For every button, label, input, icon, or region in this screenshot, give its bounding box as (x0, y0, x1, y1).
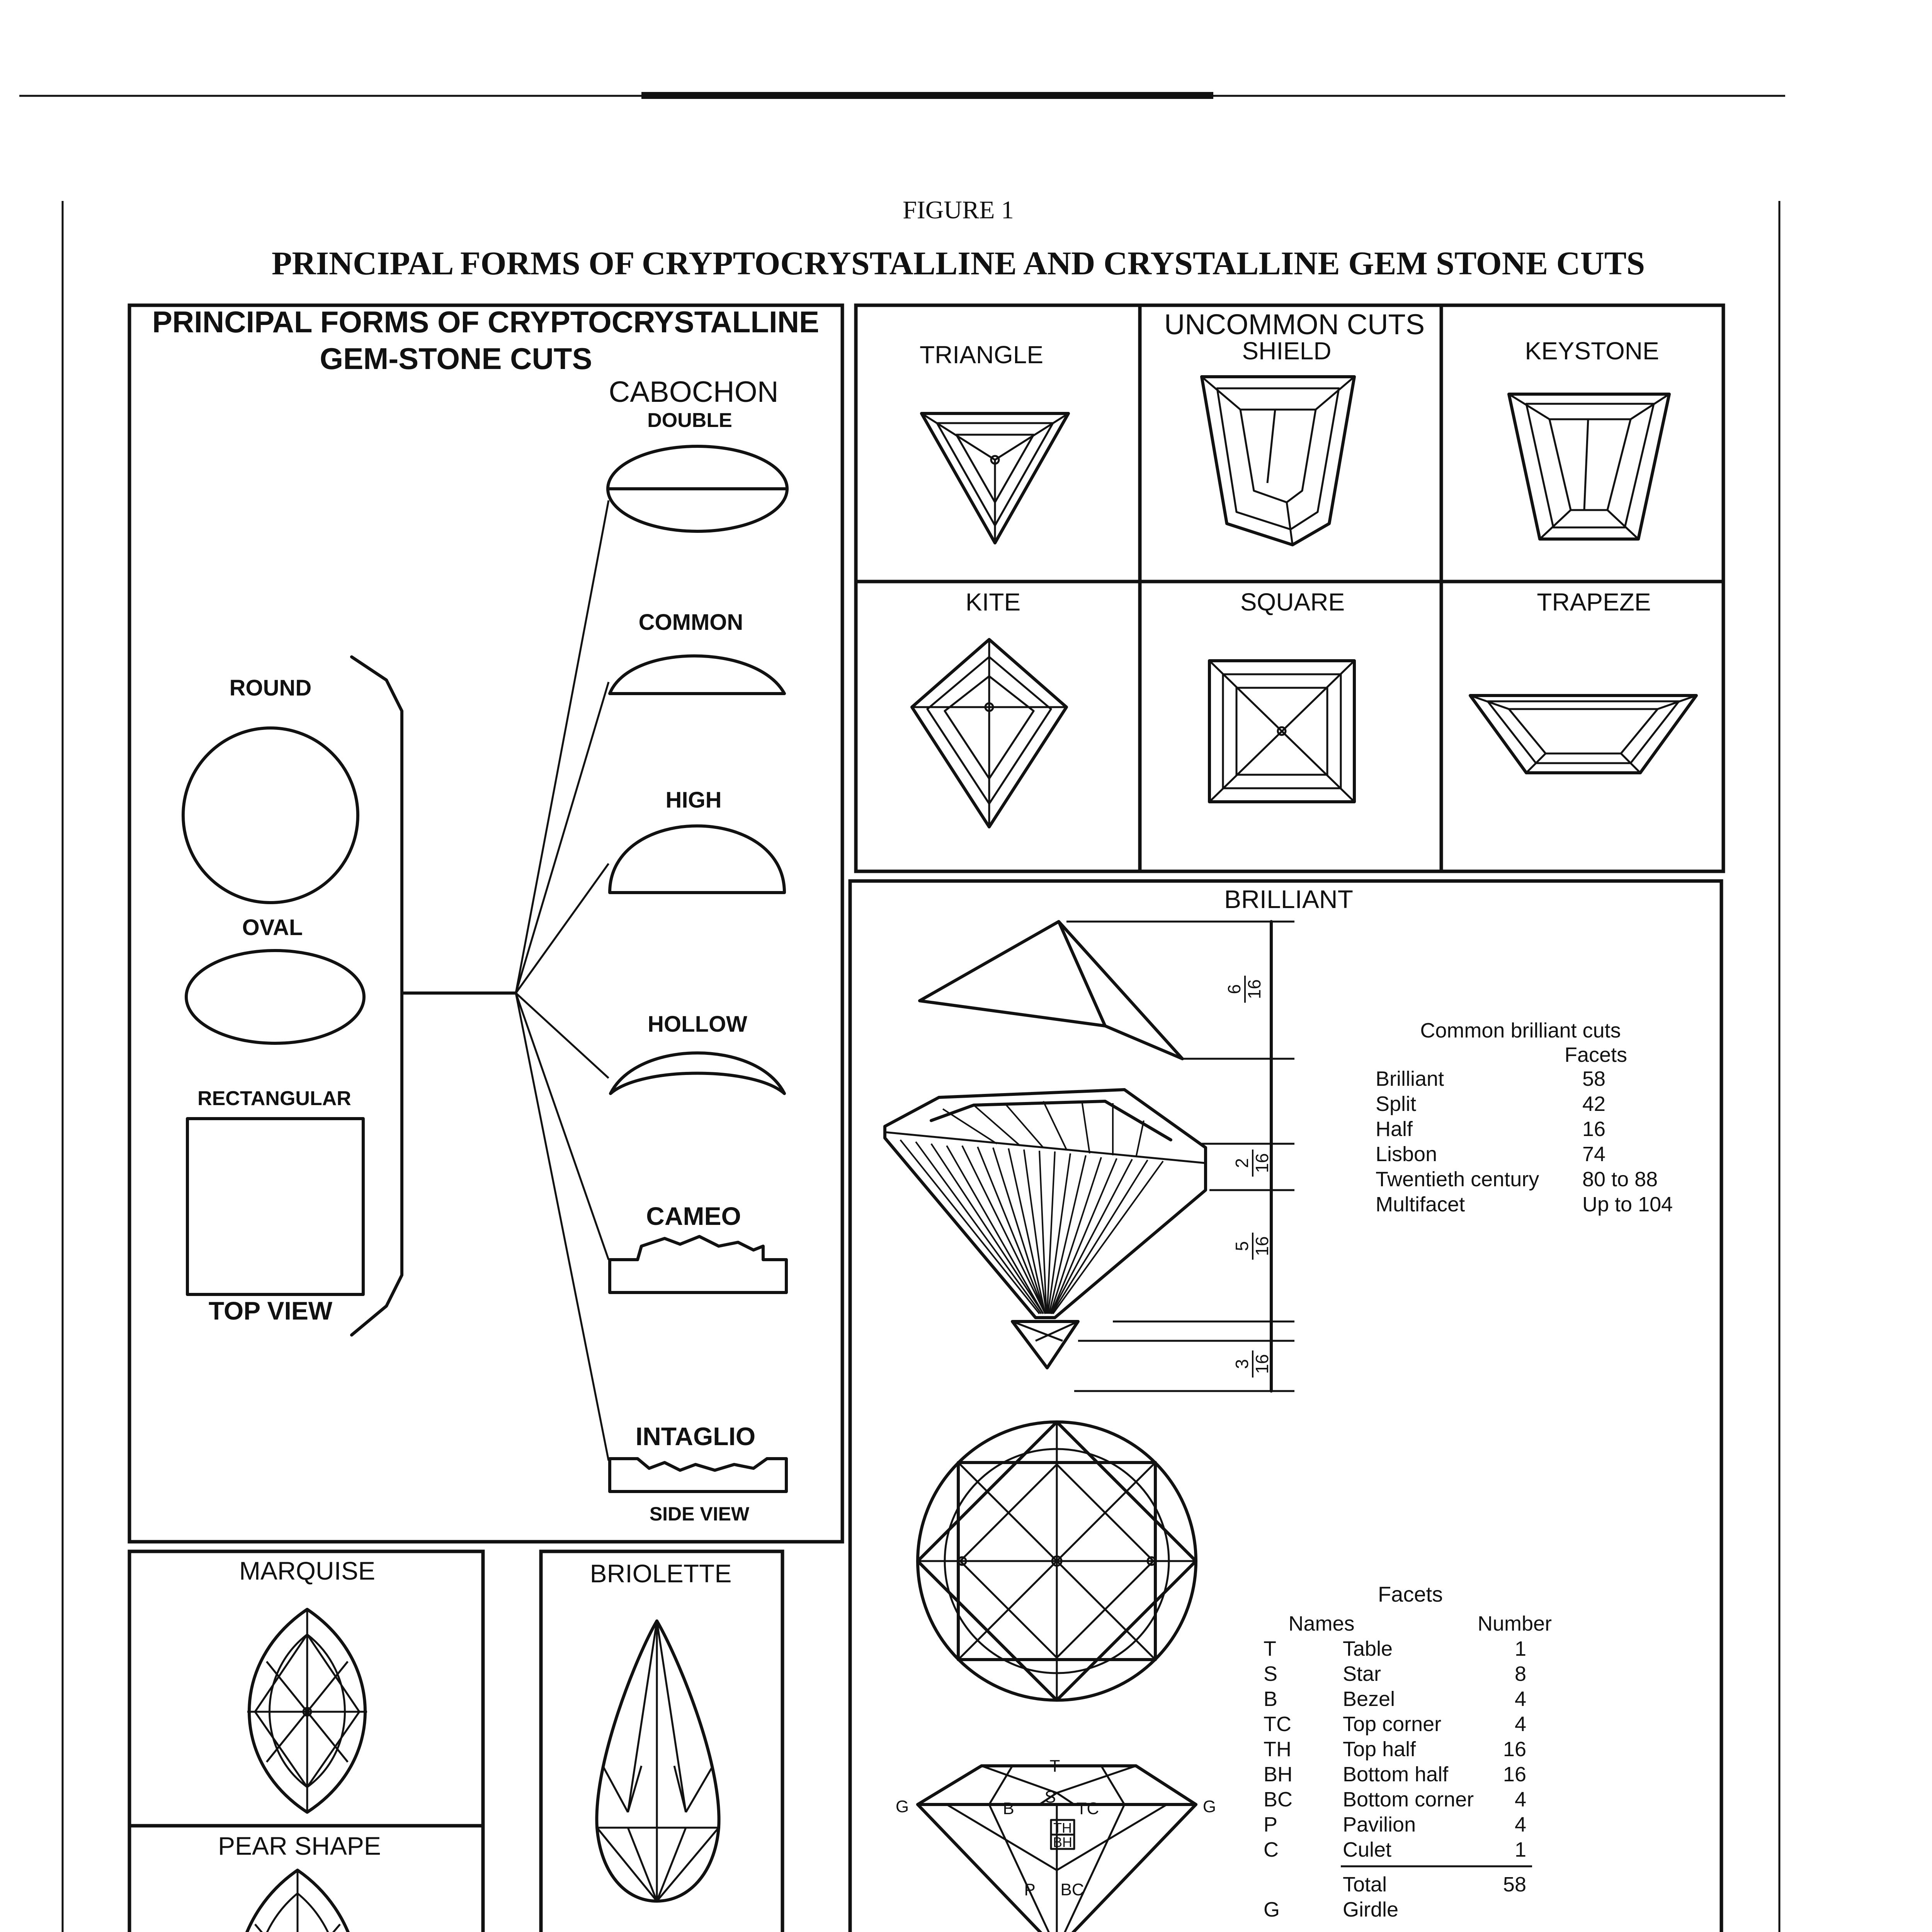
cuts-row-facets: Up to 104 (1582, 1193, 1673, 1216)
pear-label: PEAR SHAPE (218, 1832, 381, 1860)
uncommon-cuts-panel (856, 305, 1723, 871)
round-label: ROUND (229, 675, 312, 701)
diagram-label-tc: TC (1076, 1799, 1099, 1818)
keystone-cut-drawing (1509, 394, 1669, 539)
cuts-row-name: Lisbon (1376, 1143, 1437, 1166)
facet-name: Top corner (1343, 1713, 1442, 1736)
double-label: DOUBLE (647, 409, 732, 432)
facet-code: T (1264, 1637, 1276, 1660)
triangle-label: TRIANGLE (919, 341, 1044, 369)
facet-code: P (1264, 1813, 1278, 1836)
facet-code: TH (1264, 1738, 1291, 1761)
uncommon-heading: UNCOMMON CUTS (1164, 308, 1425, 340)
common-label: COMMON (638, 610, 743, 635)
briolette-label: BRIOLETTE (590, 1559, 732, 1588)
hollow-label: HOLLOW (648, 1012, 747, 1037)
intaglio-label: INTAGLIO (635, 1422, 756, 1451)
facet-number: 4 (1514, 1813, 1526, 1836)
cuts-table-title: Common brilliant cuts (1420, 1019, 1621, 1042)
keystone-label: KEYSTONE (1525, 337, 1659, 365)
facet-number: 16 (1503, 1738, 1526, 1761)
facet-code: BH (1264, 1763, 1293, 1786)
facet-name: Star (1343, 1662, 1381, 1685)
cuts-row-facets: 16 (1582, 1117, 1606, 1141)
cuts-row-name: Half (1376, 1117, 1413, 1141)
facet-number: 4 (1514, 1687, 1526, 1711)
diagram-label-bh: BH (1053, 1834, 1073, 1850)
facet-name: Table (1343, 1637, 1393, 1660)
facets-table-rows (1264, 1637, 1526, 1861)
brilliant-top-view-drawing (918, 1422, 1196, 1700)
svg-text:16: 16 (1252, 1153, 1272, 1173)
facet-name: Bottom corner (1343, 1788, 1474, 1811)
diagram-label-s: S (1044, 1787, 1056, 1806)
crypto-heading-line1: PRINCIPAL FORMS OF CRYPTOCRYSTALLINE (152, 305, 820, 339)
triangle-cut-drawing (922, 413, 1068, 543)
facets-total-label: Total (1343, 1873, 1387, 1896)
facet-code: BC (1264, 1788, 1293, 1811)
trapeze-label: TRAPEZE (1537, 588, 1651, 616)
figure-label: FIGURE 1 (903, 196, 1014, 224)
dimension-fraction-c (1232, 1233, 1272, 1260)
facet-name: Culet (1343, 1838, 1392, 1861)
high-label: HIGH (665, 787, 722, 813)
svg-text:6: 6 (1224, 984, 1244, 994)
facets-total-value: 58 (1503, 1873, 1526, 1896)
cameo-profile (610, 1236, 786, 1293)
crypto-heading-line2: GEM-STONE CUTS (320, 342, 592, 376)
hollow-cabochon-profile (611, 1053, 784, 1094)
svg-text:5: 5 (1232, 1241, 1252, 1251)
side-view-label: SIDE VIEW (649, 1503, 750, 1525)
facet-code: B (1264, 1687, 1278, 1711)
page-title: PRINCIPAL FORMS OF CRYPTOCRYSTALLINE AND CRYSTALLINE GEM STONE CUTS (271, 245, 1645, 282)
cuts-row-facets: 58 (1582, 1067, 1606, 1090)
facet-number: 16 (1503, 1763, 1526, 1786)
svg-text:16: 16 (1244, 979, 1264, 999)
high-cabochon-profile (610, 826, 784, 893)
facet-code: C (1264, 1838, 1279, 1861)
rectangular-label: RECTANGULAR (197, 1087, 351, 1110)
oval-label: OVAL (242, 915, 303, 940)
shield-label: SHIELD (1242, 337, 1332, 365)
oval-cabochon-shape (186, 951, 364, 1043)
cuts-row-name: Brilliant (1376, 1067, 1444, 1090)
cuts-row-facets: 80 to 88 (1582, 1168, 1658, 1191)
kite-label: KITE (965, 588, 1021, 616)
facet-number: 1 (1514, 1838, 1526, 1861)
diagram-label-g-right: G (1202, 1797, 1216, 1816)
kite-cut-drawing (912, 639, 1066, 827)
brilliant-heading: BRILLIANT (1224, 885, 1353, 913)
facet-number: 1 (1514, 1637, 1526, 1660)
trapeze-cut-drawing (1470, 696, 1696, 773)
diagram-label-th: TH (1053, 1820, 1072, 1836)
brilliant-panel (850, 881, 1721, 1932)
girdle-code: G (1264, 1898, 1280, 1921)
diagram-label-t: T (1049, 1757, 1060, 1776)
square-label: SQUARE (1240, 588, 1345, 616)
diagram-label-g-left: G (895, 1797, 909, 1816)
brilliant-side-view-drawing (885, 1090, 1206, 1368)
square-cut-drawing (1209, 661, 1354, 802)
cuts-table-rows (1376, 1067, 1673, 1216)
facets-number-header: Number (1477, 1612, 1552, 1635)
diagram-label-p: P (1024, 1880, 1036, 1899)
brilliant-labelled-side-view (896, 1757, 1216, 1932)
common-cabochon-profile (610, 656, 784, 694)
diagram-label-b: B (1003, 1799, 1014, 1818)
round-cabochon-shape (183, 728, 358, 903)
diagram-label-bc: BC (1060, 1880, 1084, 1899)
cuts-row-facets: 42 (1582, 1092, 1606, 1116)
brilliant-shading (900, 1101, 1163, 1314)
pear-shape-panel (129, 1826, 483, 1932)
girdle-name: Girdle (1343, 1898, 1399, 1921)
facet-name: Top half (1343, 1738, 1416, 1761)
rectangular-cabochon-shape (187, 1119, 363, 1294)
cameo-label: CAMEO (646, 1202, 741, 1230)
shield-cut-drawing (1202, 377, 1354, 545)
cuts-table-facets-header: Facets (1564, 1043, 1628, 1066)
top-view-label: TOP VIEW (208, 1296, 333, 1325)
dimension-fraction-a (1224, 976, 1264, 1003)
facet-name: Bottom half (1343, 1763, 1449, 1786)
dimension-fraction-d (1232, 1350, 1272, 1378)
facet-name: Pavilion (1343, 1813, 1416, 1836)
cuts-row-facets: 74 (1582, 1143, 1606, 1166)
top-view-bracket (352, 657, 402, 1335)
facet-code: S (1264, 1662, 1278, 1685)
facets-table-title: Facets (1378, 1582, 1443, 1606)
svg-text:3: 3 (1232, 1359, 1252, 1369)
svg-text:16: 16 (1252, 1354, 1272, 1374)
cryptocrystalline-panel (129, 305, 842, 1542)
svg-text:16: 16 (1252, 1236, 1272, 1256)
dimension-fraction-b (1232, 1150, 1272, 1177)
brilliant-crown-drawing (920, 922, 1182, 1059)
intaglio-profile (610, 1459, 786, 1492)
cabochon-label: CABOCHON (609, 376, 779, 408)
marquise-label: MARQUISE (239, 1556, 376, 1585)
facet-number: 8 (1514, 1662, 1526, 1685)
cuts-row-name: Multifacet (1376, 1193, 1465, 1216)
cuts-row-name: Twentieth century (1376, 1168, 1539, 1191)
facet-number: 4 (1514, 1713, 1526, 1736)
svg-text:2: 2 (1232, 1158, 1252, 1168)
cuts-row-name: Split (1376, 1092, 1417, 1116)
marquise-panel (129, 1551, 483, 1826)
profile-fan-lines (516, 500, 609, 1461)
briolette-panel (541, 1551, 782, 1932)
facet-name: Bezel (1343, 1687, 1395, 1711)
facet-code: TC (1264, 1713, 1291, 1736)
facets-names-header: Names (1288, 1612, 1355, 1635)
facet-number: 4 (1514, 1788, 1526, 1811)
